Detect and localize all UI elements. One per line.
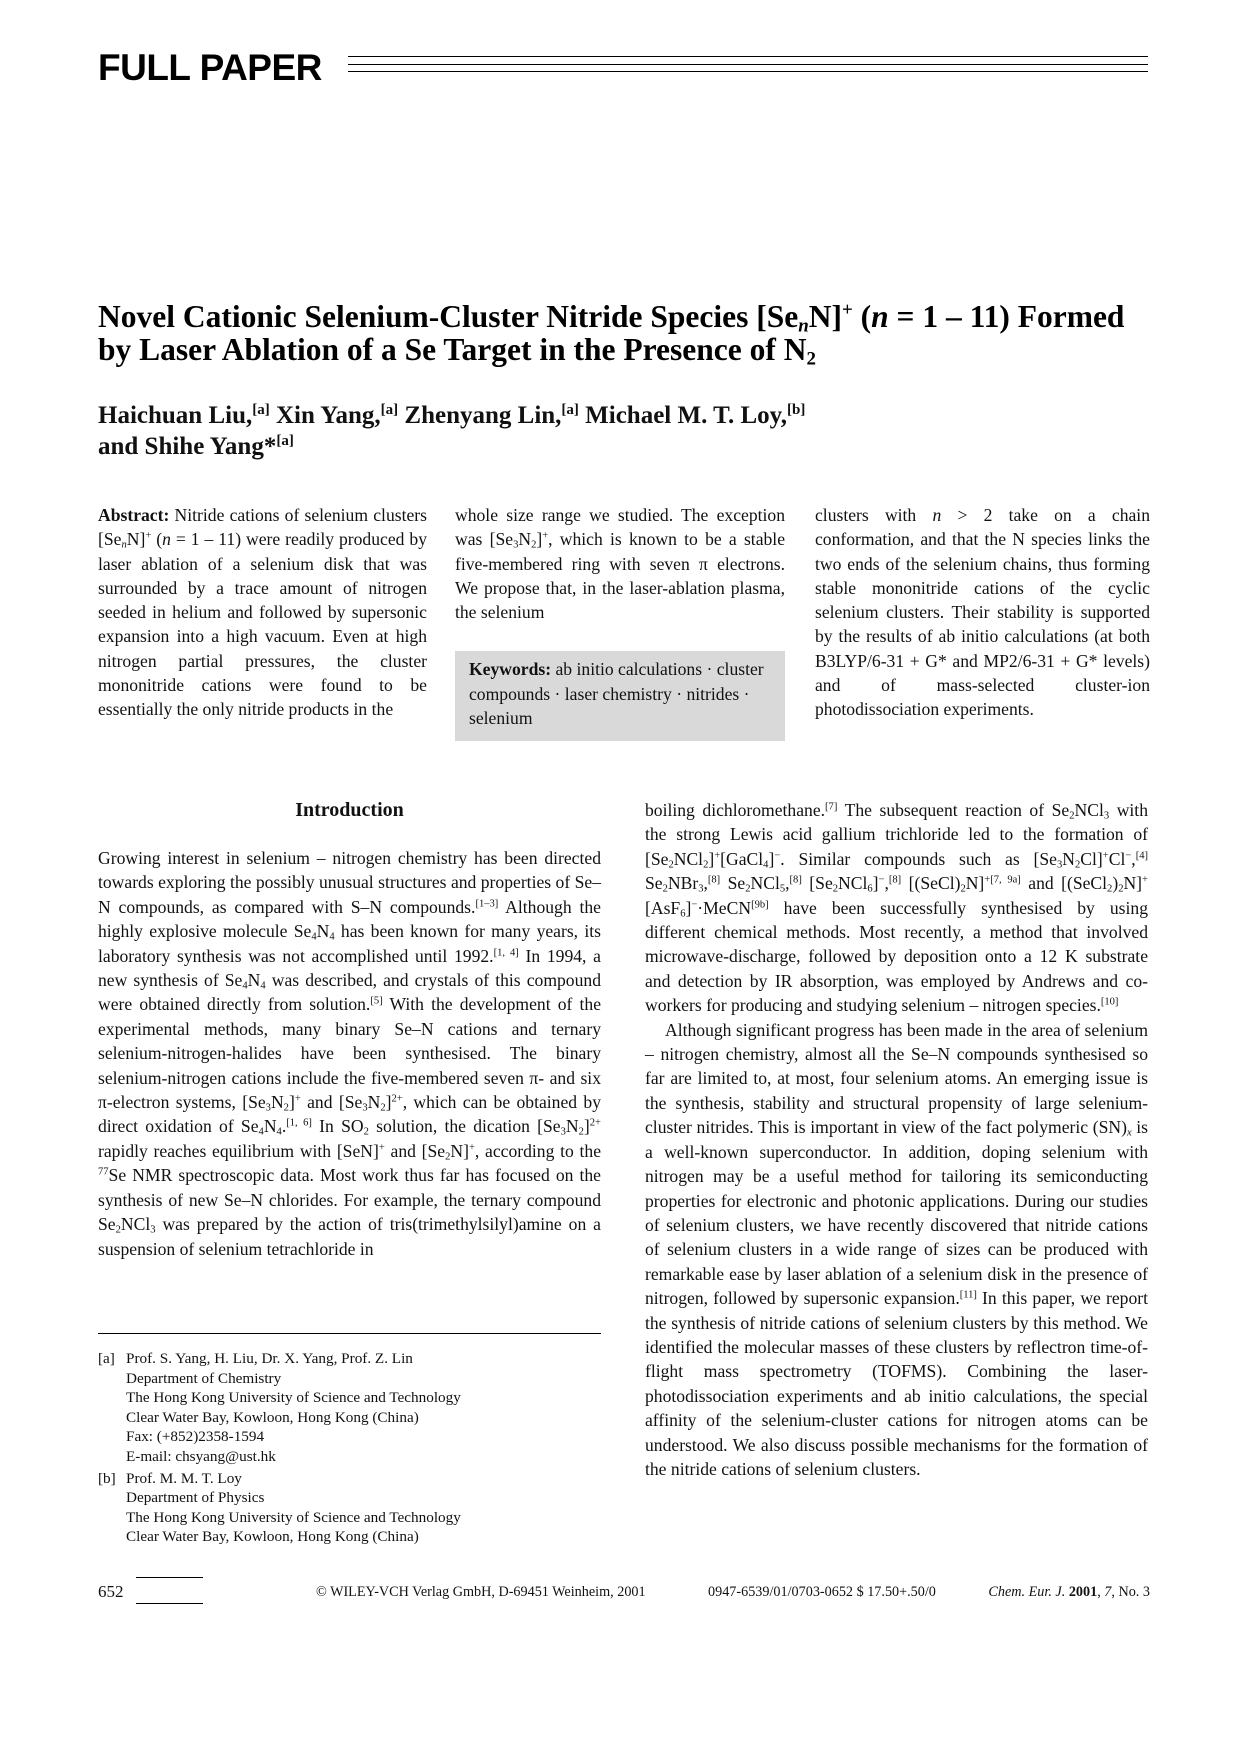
keyword-separator: · (554, 683, 561, 704)
abstract-column-3: clusters with n > 2 take on a chain conformation, and that the N species links the two ends of the selenium chains, thus forming stable mononitride cations of the cyclic selenium clusters. Their stability is supported by the results of ab initio calculations (at both B3LYP/6-31 + G* and MP2/6-31 + G* levels) and of mass-selected cluster-ion photodissociation experiments. (815, 505, 1150, 720)
article-code: 0947-6539/01/0703-0652 $ 17.50+.50/0 (708, 1584, 936, 1600)
keyword: nitrides (686, 683, 740, 704)
keyword-separator: · (676, 683, 683, 704)
affiliation-a: [a] Prof. S. Yang, H. Liu, Dr. X. Yang, Prof. Z. Lin Department of Chemistry The Hong Kong University of Science and Technology Clear Water Bay, Kowloon, Hong Kong (China) Fax: (+852)2358-1594 E-mail: chsyang@ust.hk (98, 1350, 461, 1465)
paragraph: Growing interest in selenium – nitrogen chemistry has been directed towards exploring the possibly unusual structures and properties of Se–N compounds, as compared with S–N compounds.[1–3] Although the highly explosive molecule $Se_4N_4$ has been known for many years, its laboratory synthesis was not accomplished until 1992.[1, 4] In 1994, a new synthesis of $Se_4N_4$ was described, and crystals of this compound were obtained directly from solution.[5] With the development of the experimental methods, many binary Se–N cations and ternary selenium-nitrogen-halides have been synthesised. The binary selenium-nitrogen cations include the five-membered seven π- and six π-electron systems, $[Se_3N_2]^+$ and $[Se_3N_2]^{2+}$, which can be obtained by direct oxidation of $Se_4N_4.[1, 6]$ In $SO_2$ solution, the dication $[Se_3N_2]^{2+}$ rapidly reaches equilibrium with [SeN]+ and $[Se_2N]^+$, according to the $^{77}$Se NMR spectroscopic data. Most work thus far has focused on the synthesis of new Se–N chlorides. For example, the ternary compound $Se_2NCl_3$ was prepared by the action of tris(trimethylsilyl)amine on a suspension of selenium tetrachloride in (98, 848, 602, 1259)
affiliation-b: [b] Prof. M. M. T. Loy Department of Physics The Hong Kong University of Science and Technology Clear Water Bay, Kowloon, Hong Kong (China) (98, 1469, 461, 1546)
page-number: 652 (98, 1582, 124, 1601)
copyright: © WILEY-VCH Verlag GmbH, D-69451 Weinheim, 2001 (316, 1584, 646, 1600)
keyword-separator: · (706, 659, 713, 679)
paragraph: boiling dichloromethane.[7] The subsequent reaction of $Se_2NCl_3$ with the strong Lewis acid gallium trichloride led to the formation of $[Se_2NCl_2]^+[GaCl_4]^-$. Similar compounds such as $[Se_3N_2Cl]^+Cl^-,[4]$ $Se_2NBr_3,[8]$ $Se_2NCl_5,[8]$ $[Se_2NCl_6]^-,[8]$ $[(SeCl)_2N]^{+[7, 9a]}$ and $[(SeCl_2)_2N]^+[AsF_6]^-\cdot MeCN[9b]$ have been successfully synthesised by using different chemical methods. Most recently, a method that involved microwave-discharge, followed by deposition onto a 12 K substrate and detection by IR absorption, was employed by Andrews and co-workers for producing and studying selenium – nitrogen species.[10] (645, 800, 1148, 1016)
keyword: selenium (469, 708, 533, 728)
page-number-rule (136, 1577, 203, 1578)
paragraph: Although significant progress has been made in the area of selenium – nitrogen chemistry, almost all the Se–N compounds synthesised so far are limited to, at most, four selenium atoms. An emerging issue is the synthesis, stability and structural propensity of large selenium-cluster nitrides. This is important in view of the fact polymeric $(SN)_x$ is a well-known superconductor. In addition, doping selenium with nitrogen may be a useful method for tailoring its semiconducting properties for electronic and photonic applications. During our studies of selenium clusters, we have recently discovered that nitride cations of selenium clusters in a wide range of sizes can be produced with remarkable ease by laser ablation of a selenium disk in the presence of nitrogen, followed by supersonic expansion.[11] In this paper, we report the synthesis of nitride cations of selenium clusters by this method. We identified the molecular masses of these clusters by reflectron time-of-flight mass spectrometry (TOFMS). Combining the laser-photodissociation experiments and ab initio calculations, the special affinity of the selenium-cluster cations for nitrogen atoms can be understood. We also discuss possible mechanisms for the formation of the nitride cations of selenium clusters. (645, 1019, 1148, 1479)
page-footer (98, 1581, 1150, 1611)
keywords-label: Keywords: (469, 659, 552, 679)
journal-citation: Chem. Eur. J. 2001, 7, No. 3 (988, 1584, 1150, 1600)
affiliations (98, 1349, 601, 1549)
keyword: cluster compounds (469, 659, 764, 704)
keyword: laser chemistry (564, 683, 672, 704)
page-number-rule (136, 1603, 203, 1604)
article-title: Novel Cationic Selenium-Cluster Nitride Species $[Se_nN]^+$ (n = 1 – 11) Formed by Laser Ablation of a Se Target in the Presence of $N_2$ (98, 299, 1125, 370)
header-rules (348, 56, 1148, 79)
footnote-rule (98, 1333, 601, 1334)
keyword: ab initio calculations (555, 659, 703, 679)
body-column-left (98, 798, 601, 1261)
abstract-lead: Abstract: (98, 505, 170, 525)
section-label: FULL PAPER (98, 47, 322, 88)
keyword-separator: · (743, 683, 750, 704)
abstract-column-2: whole size range we studied. The exception was $[Se_3N_2]^+$, which is known to be a stable five-membered ring with seven π electrons. We propose that, in the laser-ablation plasma, the selenium (455, 505, 785, 623)
page-header (98, 48, 1148, 88)
section-heading: Introduction (295, 799, 404, 821)
author-list: Haichuan Liu,[a] Xin Yang,[a] Zhenyang Lin,[a] Michael M. T. Loy,[b] and Shihe Yang*[a] (98, 402, 806, 460)
abstract-column-1: Abstract: Nitride cations of selenium clusters $[Se_nN]^+$ (n = 1 – 11) were readily produced by laser ablation of a selenium disk that was surrounded by a trace amount of nitrogen seeded in helium and followed by supersonic expansion into a high vacuum. Even at high nitrogen partial pressures, the cluster mononitride cations were found to be essentially the only nitride products in the (98, 505, 427, 720)
body-column-right (645, 798, 1148, 1481)
keywords-box (455, 651, 785, 741)
